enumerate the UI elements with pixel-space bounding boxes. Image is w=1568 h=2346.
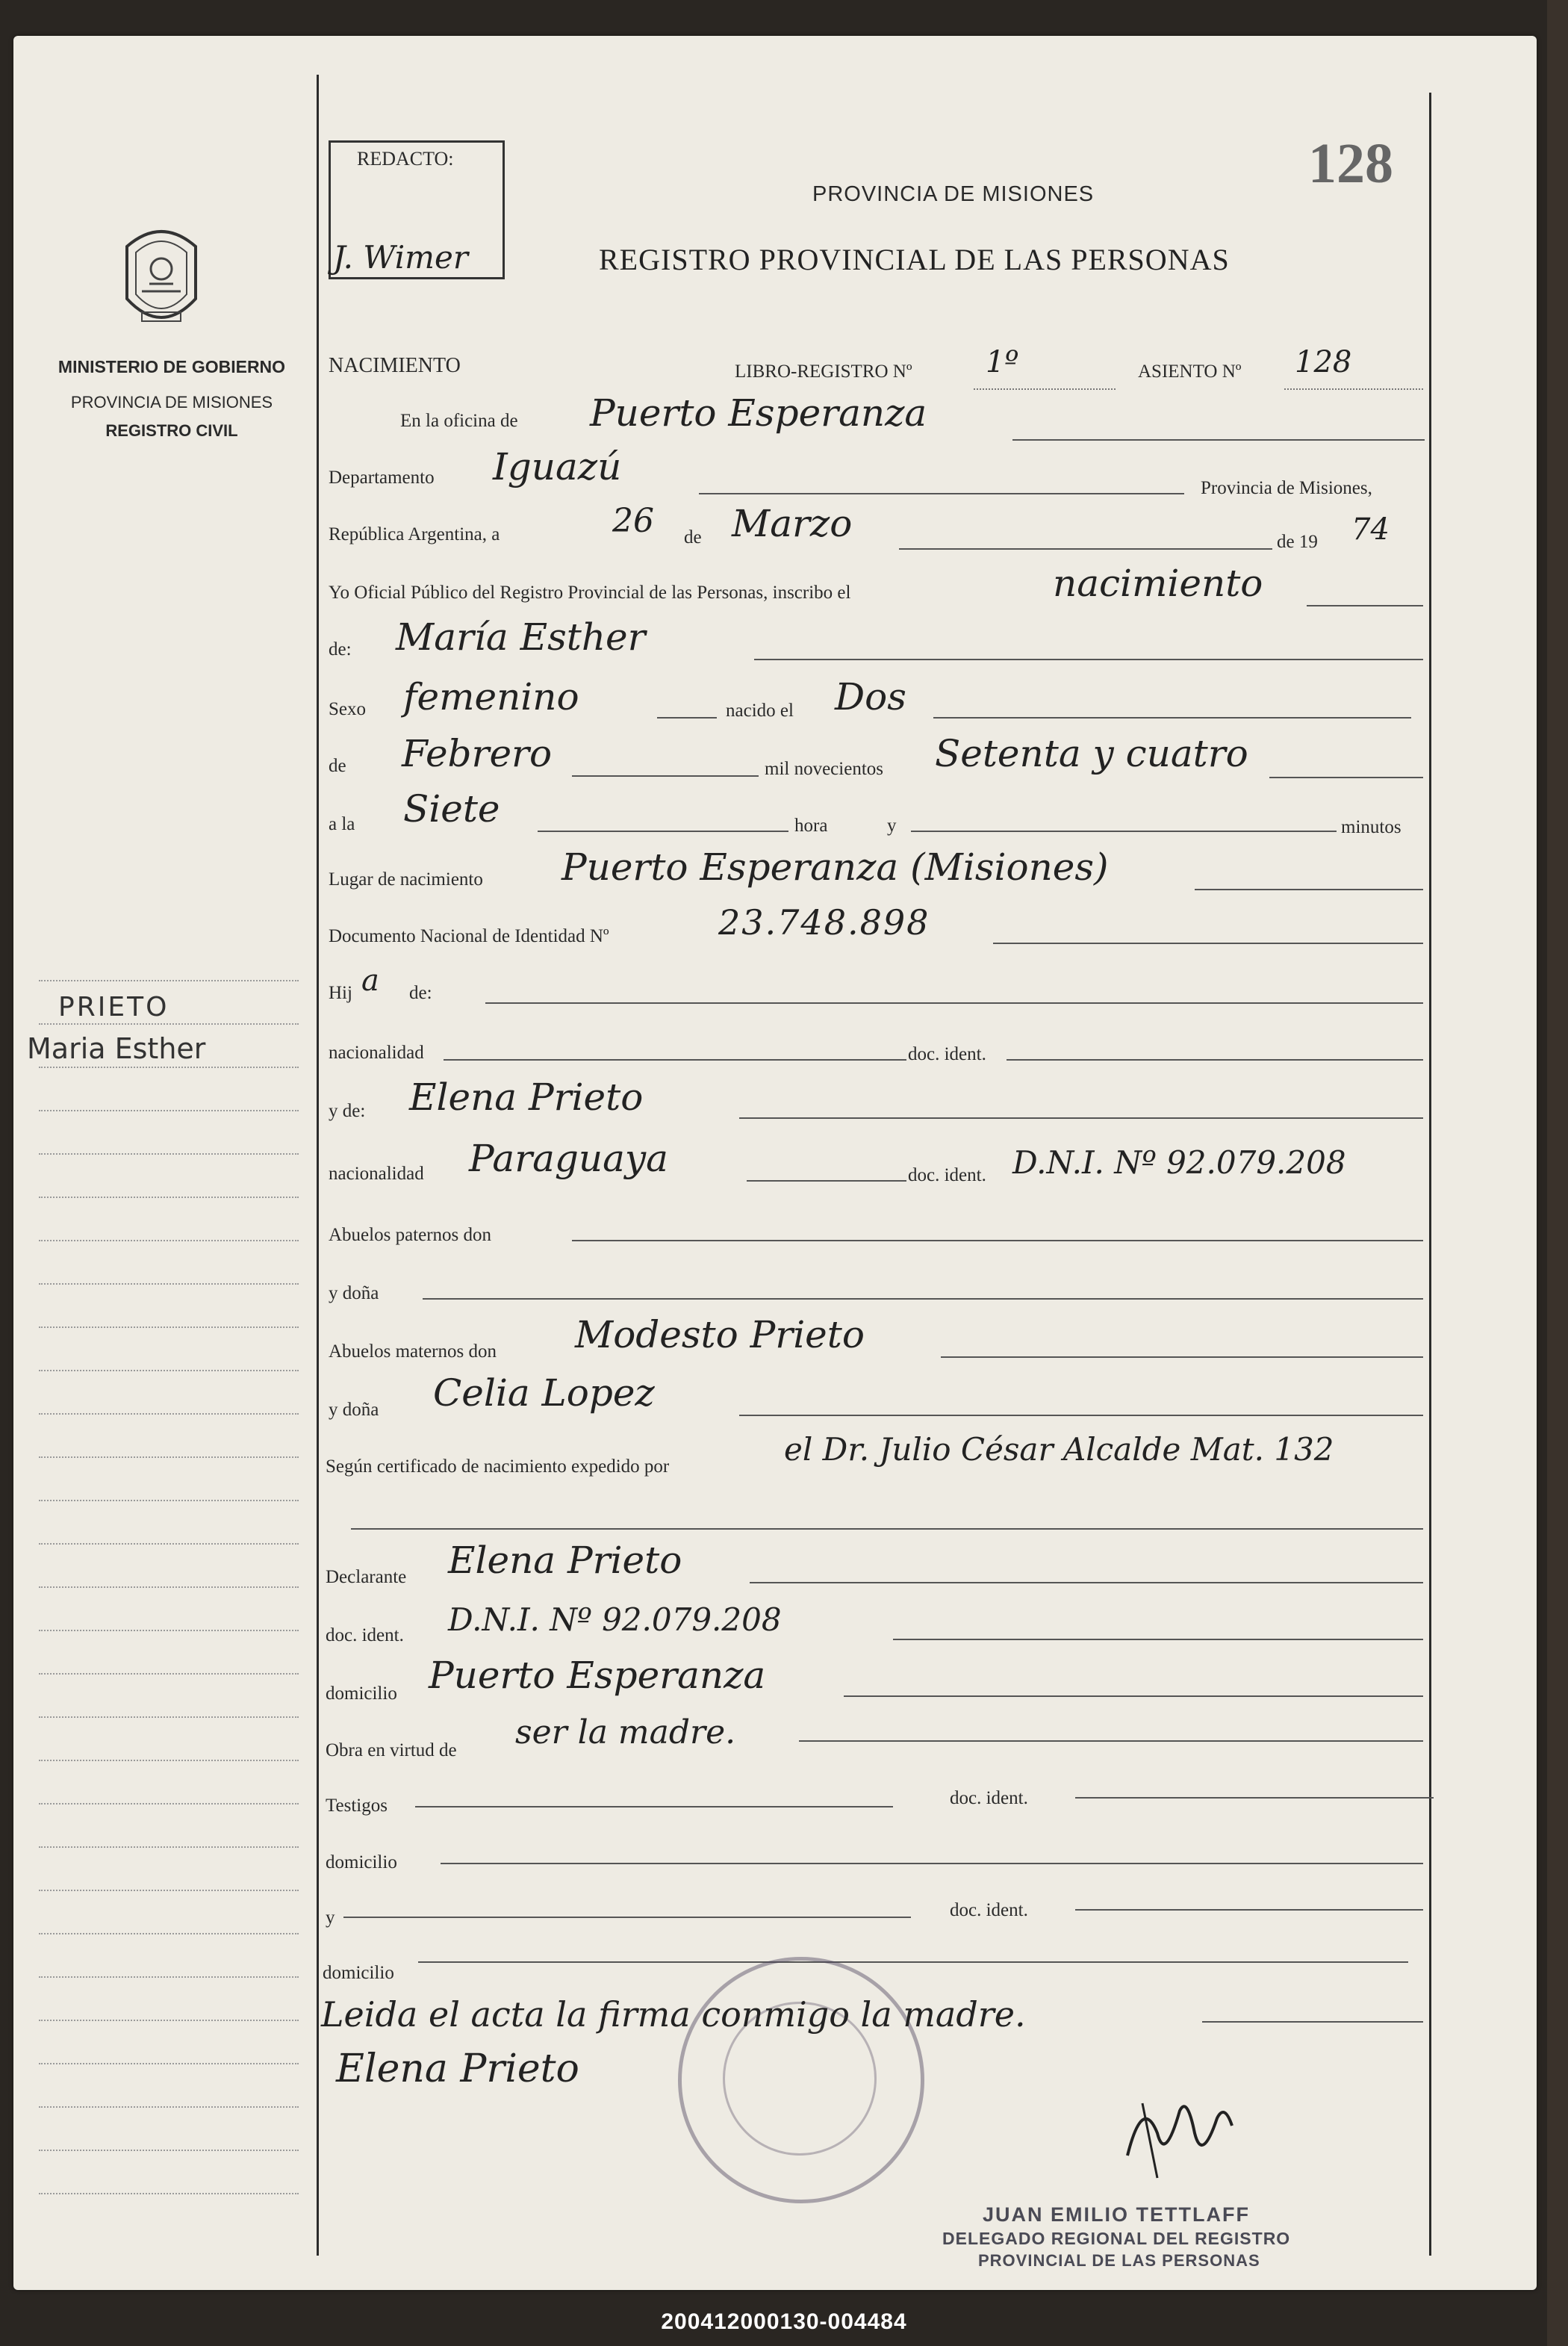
margin-rule-line	[39, 1240, 299, 1241]
abuela-mat-label: y doña	[329, 1400, 379, 1420]
minutes-line	[911, 831, 1337, 832]
margin-rule-line	[39, 1413, 299, 1415]
father-nat-line	[444, 1059, 906, 1061]
dni-value: 23.748.898	[718, 902, 930, 943]
month-line	[899, 548, 1272, 550]
official-title-2: PROVINCIAL DE LAS PERSONAS	[978, 2251, 1260, 2270]
margin-rule-line	[39, 1673, 299, 1675]
birth-year-value: Setenta y cuatro	[935, 732, 1248, 775]
margin-rule-line	[39, 1543, 299, 1545]
hij-suffix: a	[361, 963, 379, 998]
obra-label: Obra en virtud de	[326, 1740, 457, 1760]
abuelo-mat-line	[941, 1356, 1423, 1358]
segun-value: el Dr. Julio César Alcalde Mat. 132	[784, 1431, 1334, 1468]
testigos-dom-label: domicilio	[326, 1852, 397, 1872]
nacido-line	[933, 717, 1411, 719]
margin-rule-line	[39, 980, 299, 981]
oficina-label: En la oficina de	[400, 411, 518, 431]
margin-rule-line	[39, 2063, 299, 2064]
ministry-province: PROVINCIA DE MISIONES	[70, 393, 273, 412]
name-value: María Esther	[396, 615, 646, 659]
margin-rule-line	[39, 1890, 299, 1891]
provincia-suffix: Provincia de Misiones,	[1201, 478, 1372, 498]
mother-nat-value: Paraguaya	[469, 1137, 668, 1180]
mil-label: mil novecientos	[765, 759, 883, 779]
testigos-line	[415, 1806, 893, 1807]
hij-line	[485, 1002, 1423, 1004]
libro-label: LIBRO-REGISTRO Nº	[735, 361, 912, 382]
republica-label: República Argentina, a	[329, 524, 500, 544]
testigos-doc2-line	[1075, 1909, 1423, 1911]
testigos-label: Testigos	[326, 1796, 388, 1816]
obra-line	[799, 1740, 1423, 1742]
archive-caption: 200412000130-004484	[661, 2309, 907, 2334]
hour-value: Siete	[403, 787, 500, 831]
asiento-line	[1284, 388, 1423, 390]
margin-rule-line	[39, 1456, 299, 1458]
testigos-dom-line	[441, 1863, 1423, 1864]
page-number: 128	[1308, 132, 1393, 195]
sexo-value: femenino	[403, 675, 579, 719]
month-value: Marzo	[732, 502, 853, 545]
margin-rule-line	[39, 1283, 299, 1285]
margin-rule-line	[39, 1023, 299, 1025]
asiento-value: 128	[1295, 345, 1352, 379]
margin-rule-line	[39, 2020, 299, 2021]
sexo-line	[657, 717, 717, 719]
obra-value: ser la madre.	[515, 1713, 736, 1751]
margin-rule-line	[39, 1110, 299, 1111]
abuelos-pat-line	[572, 1240, 1423, 1241]
margin-rule-line	[39, 1630, 299, 1631]
province-heading: PROVINCIA DE MISIONES	[812, 182, 1095, 206]
yo-line	[1307, 605, 1423, 606]
closing-line	[1202, 2021, 1423, 2023]
margin-rule-line	[39, 1586, 299, 1588]
official-name: JUAN EMILIO TETTLAFF	[983, 2203, 1250, 2226]
margin-rule-line	[39, 1197, 299, 1198]
nacido-label: nacido el	[726, 701, 794, 721]
margin-rule-line	[39, 1933, 299, 1934]
abuela-mat-line	[739, 1415, 1423, 1416]
form-title: NACIMIENTO	[329, 354, 461, 377]
domicilio-line	[844, 1695, 1423, 1697]
mother-doc-label: doc. ident.	[908, 1165, 986, 1185]
departamento-line	[699, 493, 1184, 494]
margin-rule-line	[39, 2106, 299, 2108]
domicilio-value: Puerto Esperanza	[429, 1654, 766, 1697]
father-doc-line	[1007, 1059, 1423, 1061]
lugar-value: Puerto Esperanza (Misiones)	[561, 845, 1109, 889]
margin-rule-line	[39, 2150, 299, 2151]
year-value: 74	[1351, 512, 1390, 547]
hij-de: de:	[409, 983, 432, 1003]
testigos-doc-line	[1075, 1797, 1434, 1799]
domicilio-label: domicilio	[326, 1684, 397, 1704]
hora-label: hora	[794, 816, 828, 836]
closing-note: Leida el acta la firma conmigo la madre.	[321, 1994, 1026, 2035]
decl-doc-value: D.N.I. Nº 92.079.208	[448, 1601, 782, 1638]
decl-doc-label: doc. ident.	[326, 1625, 404, 1645]
yo-value: nacimiento	[1053, 562, 1263, 605]
margin-rule-line	[39, 1370, 299, 1371]
oficina-line	[1012, 439, 1425, 441]
minutos-label: minutos	[1341, 817, 1401, 837]
departamento-value: Iguazú	[493, 445, 622, 488]
background-edge	[1547, 0, 1568, 2346]
abuela-mat-value: Celia Lopez	[433, 1371, 655, 1415]
margin-rule-line	[39, 1067, 299, 1068]
decl-doc-line	[893, 1639, 1423, 1640]
margin-rule-line	[39, 1500, 299, 1501]
mother-doc-value: D.N.I. Nº 92.079.208	[1012, 1144, 1346, 1181]
testigos-y-label: y	[326, 1908, 335, 1928]
mother-signature: Elena Prieto	[336, 2046, 579, 2091]
testigos-dom2-line	[418, 1961, 1408, 1963]
testigos-dom2-label: domicilio	[323, 1963, 394, 1983]
father-doc-label: doc. ident.	[908, 1044, 986, 1064]
coat-of-arms-icon	[119, 217, 203, 336]
father-nat-label: nacionalidad	[329, 1043, 424, 1063]
birth-year-line	[1269, 777, 1423, 778]
y-label: y	[887, 816, 897, 836]
day-value: 26	[612, 502, 654, 540]
margin-rule-line	[39, 1716, 299, 1718]
birth-month-line	[572, 775, 759, 777]
redacto-label: REDACTO:	[357, 148, 454, 170]
abuela-pat-line	[423, 1298, 1423, 1300]
libro-line	[974, 388, 1116, 390]
testigos-doc2-label: doc. ident.	[950, 1900, 1028, 1920]
official-signature-icon	[1113, 2088, 1247, 2185]
abuelos-pat-label: Abuelos paternos don	[329, 1225, 492, 1245]
libro-value: 1º	[986, 345, 1019, 379]
lugar-label: Lugar de nacimiento	[329, 869, 483, 890]
registry-heading: REGISTRO PROVINCIAL DE LAS PERSONAS	[599, 243, 1230, 276]
declarante-label: Declarante	[326, 1567, 407, 1587]
name-line	[754, 659, 1423, 660]
margin-rule	[317, 75, 319, 2256]
segun-label: Según certificado de nacimiento expedido por	[326, 1456, 670, 1477]
departamento-label: Departamento	[329, 468, 435, 488]
de2-label: de:	[329, 639, 352, 660]
yo-label: Yo Oficial Público del Registro Provincial de las Personas, inscribo el	[329, 583, 851, 603]
lugar-line	[1195, 889, 1423, 890]
margin-rule-line	[39, 1846, 299, 1848]
de3-label: de	[329, 756, 346, 776]
mother-nat-label: nacionalidad	[329, 1164, 424, 1184]
de-label: de	[684, 527, 702, 547]
official-title-1: DELEGADO REGIONAL DEL REGISTRO	[942, 2229, 1291, 2248]
abuela-pat-label: y doña	[329, 1283, 379, 1303]
testigos-doc-label: doc. ident.	[950, 1788, 1028, 1808]
ala-label: a la	[329, 814, 355, 834]
margin-surname: PRIETO	[58, 992, 169, 1023]
dni-label: Documento Nacional de Identidad Nº	[329, 926, 609, 946]
abuelo-mat-value: Modesto Prieto	[575, 1313, 865, 1356]
right-rule	[1429, 93, 1431, 2256]
redacto-value: J. Wimer	[333, 239, 468, 276]
margin-rule-line	[39, 2193, 299, 2194]
year-prefix: de 19	[1277, 532, 1318, 552]
margin-given-name: Maria Esther	[27, 1032, 206, 1065]
hour-line	[538, 831, 788, 832]
dni-line	[993, 943, 1423, 944]
yde-label: y de:	[329, 1101, 366, 1121]
mother-line	[739, 1117, 1423, 1119]
margin-rule-line	[39, 1976, 299, 1978]
margin-rule-line	[39, 1803, 299, 1805]
oficina-value: Puerto Esperanza	[590, 391, 927, 435]
mother-value: Elena Prieto	[409, 1076, 644, 1119]
asiento-label: ASIENTO Nº	[1138, 361, 1242, 382]
margin-rule-line	[39, 1153, 299, 1155]
sexo-label: Sexo	[329, 699, 366, 719]
testigos-y-line	[343, 1917, 911, 1918]
margin-rule-line	[39, 1326, 299, 1328]
birth-month-value: Febrero	[402, 732, 553, 775]
ministry-registry: REGISTRO CIVIL	[105, 421, 238, 440]
margin-rule-line	[39, 1760, 299, 1761]
abuelos-mat-label: Abuelos maternos don	[329, 1341, 497, 1362]
segun-line	[351, 1528, 1423, 1530]
nacido-value: Dos	[835, 675, 906, 719]
mother-nat-line	[747, 1180, 906, 1182]
declarante-line	[750, 1582, 1423, 1583]
declarante-value: Elena Prieto	[448, 1539, 682, 1582]
ministry-name: MINISTERIO DE GOBIERNO	[57, 357, 286, 376]
hij-label: Hij	[329, 983, 352, 1003]
